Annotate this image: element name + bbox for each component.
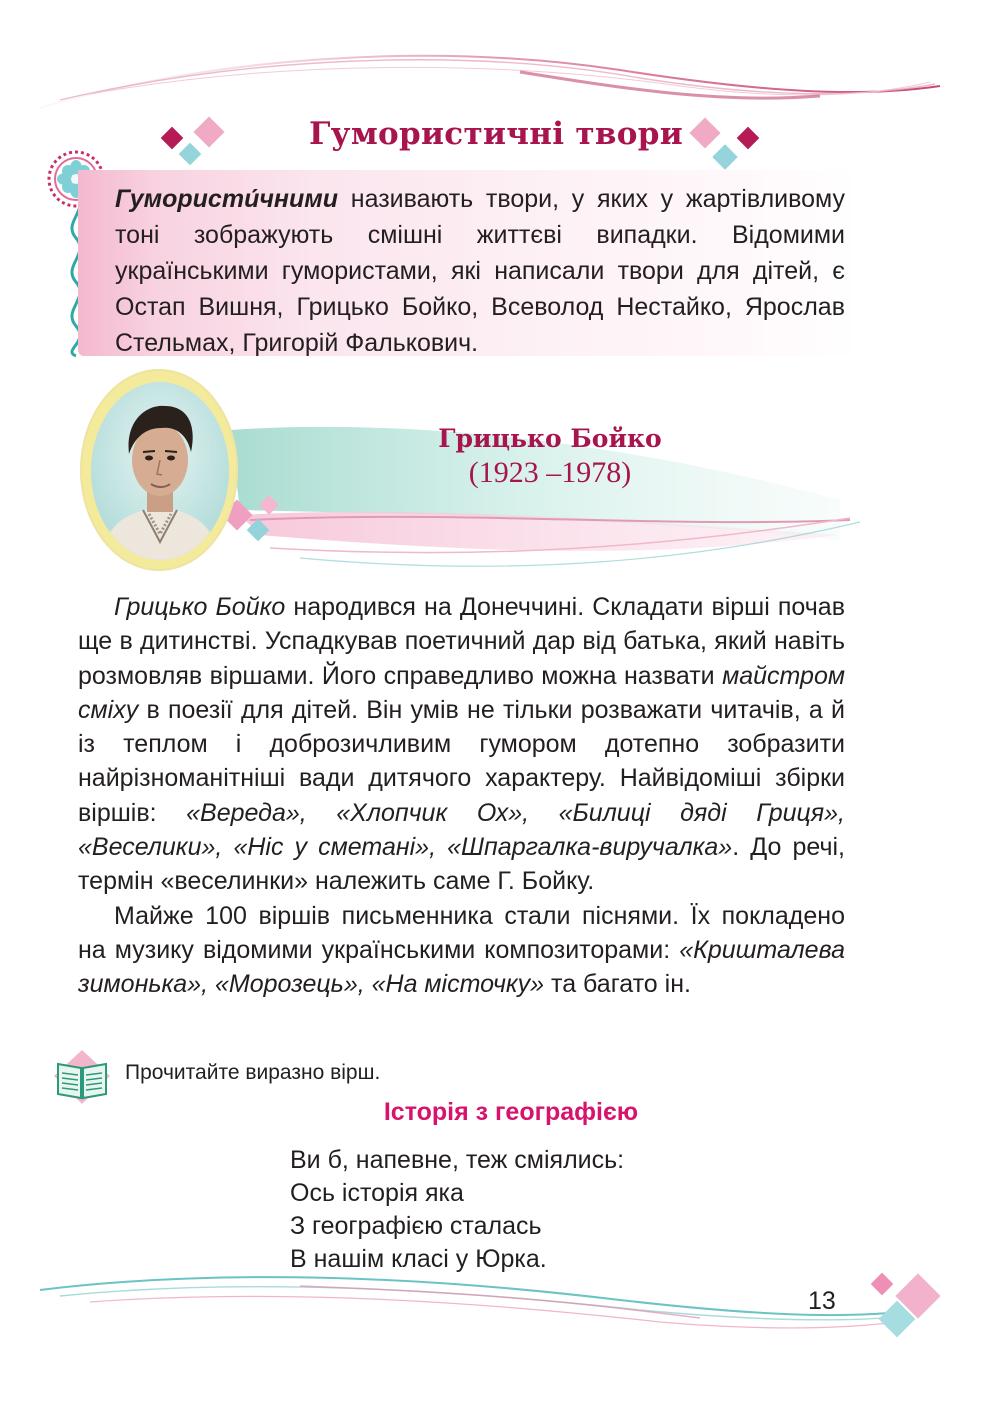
poem-line: В нашім класі у Юрка.	[290, 1245, 547, 1273]
page-number: 13	[808, 1287, 836, 1315]
biography-paragraph	[78, 899, 845, 1002]
author-name: Грицько Бойко	[438, 424, 662, 453]
songs-list: «Кришталева зимонька», «Морозець», «На місточку»	[78, 935, 845, 999]
bio-emphasis: майстром сміху	[78, 661, 845, 724]
bio-text: . До речі, термін «веселинки» належить саме Г. Бойку.	[78, 833, 845, 896]
author-name-inline: Грицько Бойко	[114, 593, 286, 621]
section-title: Гумористичні твори	[308, 116, 684, 152]
collections-list: «Вереда», «Хлопчик Ох», «Билиці дяді Гриця», «Веселики», «Ніс у сметані», «Шпаргалка-виручалка»	[78, 798, 845, 862]
biography-paragraph	[78, 590, 845, 899]
corner-diamonds	[871, 1273, 941, 1338]
bio-text: та багато ін.	[544, 970, 691, 999]
author-portrait	[91, 382, 229, 560]
bio-text: в поезії для дітей. Він умів не тільки розважати читачів, а й із теплом і доброзичливим гумором дотепно зобразити найрізноманітніші вади дитячого характеру. Найвідоміші збірки віршів:	[78, 695, 845, 827]
poem-line: Ви б, напевне, теж сміялись:	[290, 1146, 625, 1174]
bottom-wave-decoration	[40, 1277, 910, 1328]
definition-body: називають твори, у яких у жартівливому тоні зображують смішні життєві випадки. Відомими українськими гумористами, які написали твори для дітей, є Остап Вишня, Грицько Бойко, Всеволод Нестайко, Ярослав Стельмах, Григорій Фалькович.	[115, 185, 845, 357]
task-instruction: Прочитайте виразно вірш.	[125, 1061, 381, 1084]
bio-text: народився на Донеччині. Складати вірші почав ще в дитинстві. Успадкував поетичний дар від батька, який навіть розмовляв віршами. Його справедливо можна назвати	[78, 593, 845, 690]
poem	[290, 1144, 624, 1276]
author-years: (1923 –1978)	[468, 456, 632, 489]
poem-line: Ось історія яка	[290, 1179, 464, 1207]
bio-text: Майже 100 віршів письменника стали піснями. Їх покладено на музику відомими українськими композиторами:	[78, 901, 845, 964]
top-wave-decoration	[40, 56, 940, 108]
poem-line: З географією сталась	[290, 1212, 542, 1240]
definition-term: Гумористи́чними	[115, 185, 339, 213]
biography	[78, 590, 845, 1002]
poem-title: Історія з географією	[383, 1098, 639, 1126]
definition-text	[115, 181, 845, 361]
